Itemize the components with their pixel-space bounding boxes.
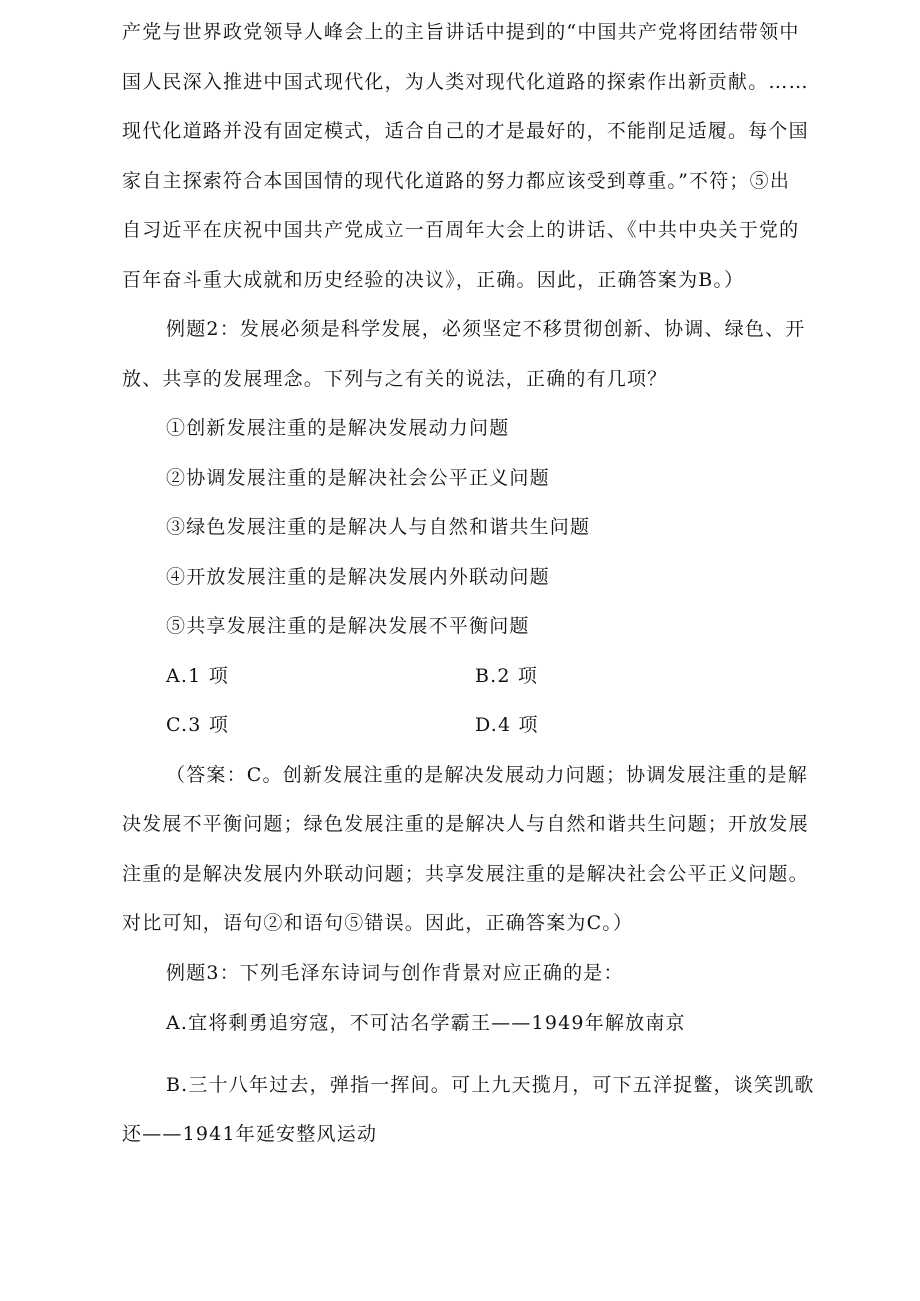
- example2-statement-5: ⑤共享发展注重的是解决发展不平衡问题: [166, 615, 530, 637]
- example3-question: 例题3：下列毛泽东诗词与创作背景对应正确的是：: [166, 962, 624, 984]
- example3-option-b-line: 还——1941年延安整风运动: [122, 1123, 378, 1145]
- example2-answer-line: 决发展不平衡问题；绿色发展注重的是解决人与自然和谐共生问题；开放发展: [122, 813, 809, 835]
- paragraph-line: 家自主探索符合本国国情的现代化道路的努力都应该受到尊重。”不符；⑤出: [122, 170, 791, 192]
- paragraph-line: 产党与世界政党领导人峰会上的主旨讲话中提到的“中国共产党将团结带领中: [122, 21, 800, 43]
- example2-option-a: A.1 项: [166, 665, 229, 687]
- example2-option-c: C.3 项: [166, 714, 230, 736]
- example2-option-d: D.4 项: [475, 714, 539, 736]
- example2-option-b: B.2 项: [475, 665, 539, 687]
- example2-question-line: 例题2：发展必须是科学发展，必须坚定不移贯彻创新、协调、绿色、开: [166, 318, 806, 340]
- example2-statement-4: ④开放发展注重的是解决发展内外联动问题: [166, 566, 550, 588]
- paragraph-line: 国人民深入推进中国式现代化，为人类对现代化道路的探索作出新贡献。……: [122, 71, 809, 93]
- paragraph-line: 百年奋斗重大成就和历史经验的决议》，正确。因此，正确答案为B。）: [122, 269, 745, 291]
- example3-option-b-line: B.三十八年过去，弹指一挥间。可上九天揽月，可下五洋捉鳖，谈笑凯歌: [166, 1074, 815, 1096]
- example2-statement-3: ③绿色发展注重的是解决人与自然和谐共生问题: [166, 516, 591, 538]
- example2-question-line: 放、共享的发展理念。下列与之有关的说法，正确的有几项？: [122, 368, 668, 390]
- example2-answer-line: （答案：C。创新发展注重的是解决发展动力问题；协调发展注重的是解: [166, 764, 808, 786]
- example2-answer-line: 对比可知，语句②和语句⑤错误。因此，正确答案为C。）: [122, 912, 634, 934]
- paragraph-line: 自习近平在庆祝中国共产党成立一百周年大会上的讲话、《中共中央关于党的: [122, 219, 800, 241]
- example2-statement-1: ①创新发展注重的是解决发展动力问题: [166, 417, 510, 439]
- example2-statement-2: ②协调发展注重的是解决社会公平正义问题: [166, 467, 550, 489]
- example3-option-a: A.宜将剩勇追穷寇，不可沽名学霸王——1949年解放南京: [166, 1012, 686, 1034]
- example2-answer-line: 注重的是解决发展内外联动问题；共享发展注重的是解决社会公平正义问题。: [122, 863, 809, 885]
- paragraph-line: 现代化道路并没有固定模式，适合自己的才是最好的，不能削足适履。每个国: [122, 120, 809, 142]
